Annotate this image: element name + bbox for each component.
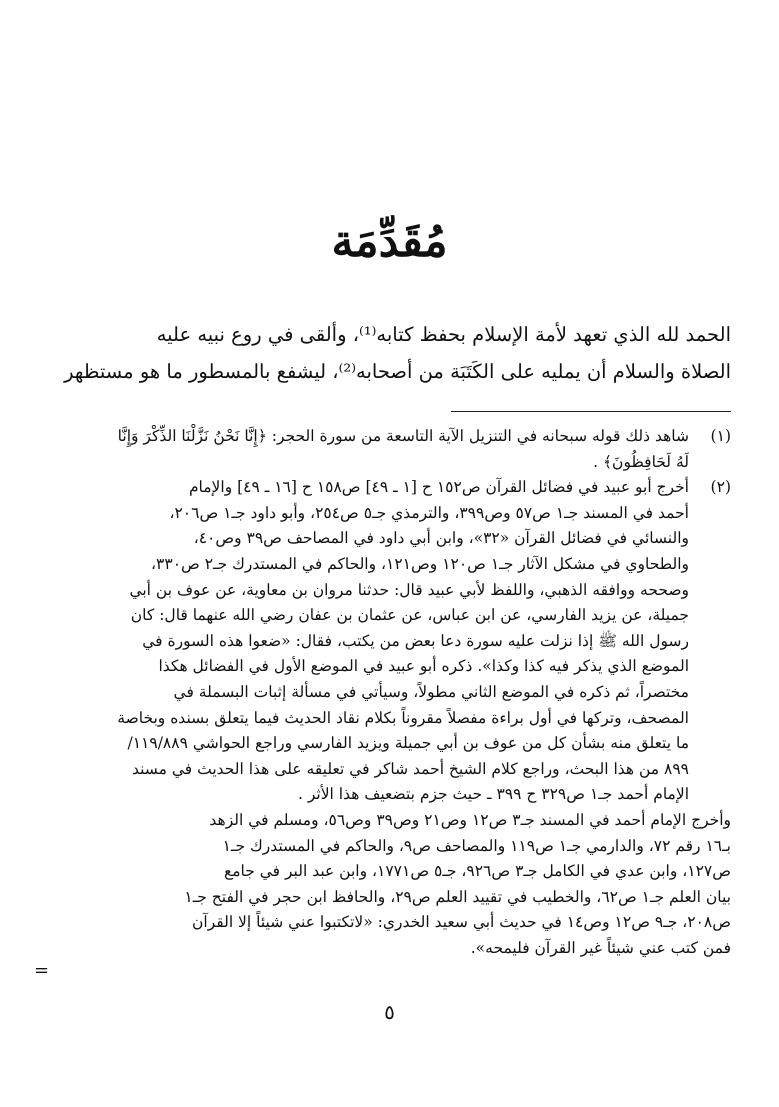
page-number: ٥ xyxy=(384,1000,395,1024)
footnote-line: رسول الله ﷺ إذا نزلت عليه سورة دعا بعض من يكتب، فقال: «ضعوا هذه السورة في xyxy=(142,631,689,650)
footnote-line: بـ١٦ رقم ٧٢، والدارمي جـ١ ص١١٩ والمصاحف ص٩، والحاكم في المستدرك جـ١ xyxy=(222,836,731,855)
footnote-line: الموضع الذي يذكر فيه كذا وكذا». ذكره أبو عبيد في الموضع الأول في الفضائل هكذا xyxy=(158,657,689,676)
footnote-line: ٨٩٩ من هذا البحث، وراجع كلام الشيخ أحمد شاكر في تعليقه على هذا الحديث في مسند xyxy=(131,759,689,778)
footnote-number: (١) xyxy=(710,427,731,445)
footnote-1 xyxy=(51,424,731,475)
footnote-2 xyxy=(51,475,731,808)
main-paragraph xyxy=(61,316,731,390)
continuation-mark: = xyxy=(34,960,50,981)
footnote-line: بيان العلم جـ١ ص٦٢، والخطيب في تقييد العلم ص٢٩، والحافظ ابن حجر في الفتح جـ١ xyxy=(184,887,731,906)
footnote-line: لَهُ لَحَافِظُونَ﴾ . xyxy=(593,452,689,471)
footnote-line: جميلة، عن يزيد الفارسي، عن ابن عباس، عن عثمان بن عفان رضي الله عنهما قال: كان xyxy=(130,606,689,625)
footnote-line: الإمام أحمد جـ١ ص٣٢٩ ح ٣٩٩ ـ حيث جزم بتضعيف هذا الأثر . xyxy=(298,785,689,804)
footnote-separator xyxy=(451,411,731,412)
footnote-line: أحمد في المسند جـ١ ص٥٧ وص٣٩٩، والترمذي جـ٥ ص٢٥٤، وأبو داود جـ١ ص٢٠٦، xyxy=(169,503,689,522)
footnote-line: وصححه ووافقه الذهبي، واللفظ لأبي عبيد قال: حدثنا مروان بن معاوية، عن عوف بن أبي xyxy=(129,580,689,599)
footnote-line: ص١٢٧، وابن عدي في الكامل جـ٣ ص٩٢٦، جـ٥ ص١٧٧١، وابن عبد البر في جامع xyxy=(223,862,731,881)
footnote-text xyxy=(51,475,689,808)
footnote-continuation xyxy=(51,808,731,962)
footnote-line: ص٢٠٨، جـ٩ ص١٢ وص١٤ في حديث أبي سعيد الخدري: «لاتكتبوا عني شيئاً إلا القرآن xyxy=(192,913,731,932)
page-title: مُقَدِّمَة xyxy=(331,216,448,267)
footnote-line: والنسائي في فضائل القرآن «٣٢»، وابن أبي داود في المصاحف ص٣٩ وص٤٠، xyxy=(193,529,689,548)
footnote-line: والطحاوي في مشكل الآثار جـ١ ص١٢٠ وص١٢١، والحاكم في المستدرك جـ٢ ص٣٣٠، xyxy=(151,554,689,573)
footnote-line: وأخرج الإمام أحمد في المسند جـ٣ ص١٢ وص٢١ وص٣٩ وص٥٦، ومسلم في الزهد xyxy=(209,810,731,829)
footnote-line: أخرج أبو عبيد في فضائل القرآن ص١٥٢ ح [١ ـ ٤٩] ص١٥٨ ح [١٦ ـ ٤٩] والإمام xyxy=(188,478,689,497)
footnotes xyxy=(51,424,731,961)
footnote-line: فمن كتب عني شيئاً غير القرآن فليمحه». xyxy=(470,938,731,957)
footnote-line: المصحف، وتركها في أول براءة مفصلاً مقروناً بكلام نقاد الحديث فيما يتعلق بسنده وبخاصة xyxy=(117,708,689,727)
footnote-line: ما يتعلق منه بشأن كل من عوف بن أبي جميلة ويزيد الفارسي وراجع الحواشي ١١٩/٨٨٩/ xyxy=(127,734,689,753)
body-line: الحمد لله الذي تعهد لأمة الإسلام بحفظ كتابه⁽¹⁾، وألقى في روع نبيه عليه xyxy=(156,323,731,346)
footnote-text xyxy=(51,424,689,475)
footnote-line: مختصراً، ثم ذكره في الموضع الثاني مطولاً، وسيأتي في مسألة إثبات البسملة في xyxy=(173,682,689,701)
body-line: الصلاة والسلام أن يمليه على الكَتَبَة من أصحابه⁽²⁾، ليشفع بالمسطور ما هو مستظهر xyxy=(64,360,731,383)
footnote-line: شاهد ذلك قوله سبحانه في التنزيل الآية التاسعة من سورة الحجر: ﴿إِنَّا نَحْنُ نَزَّلْنَا الذِّكْرَ وَإِنَّا xyxy=(117,427,689,445)
footnote-number: (٢) xyxy=(710,478,731,497)
